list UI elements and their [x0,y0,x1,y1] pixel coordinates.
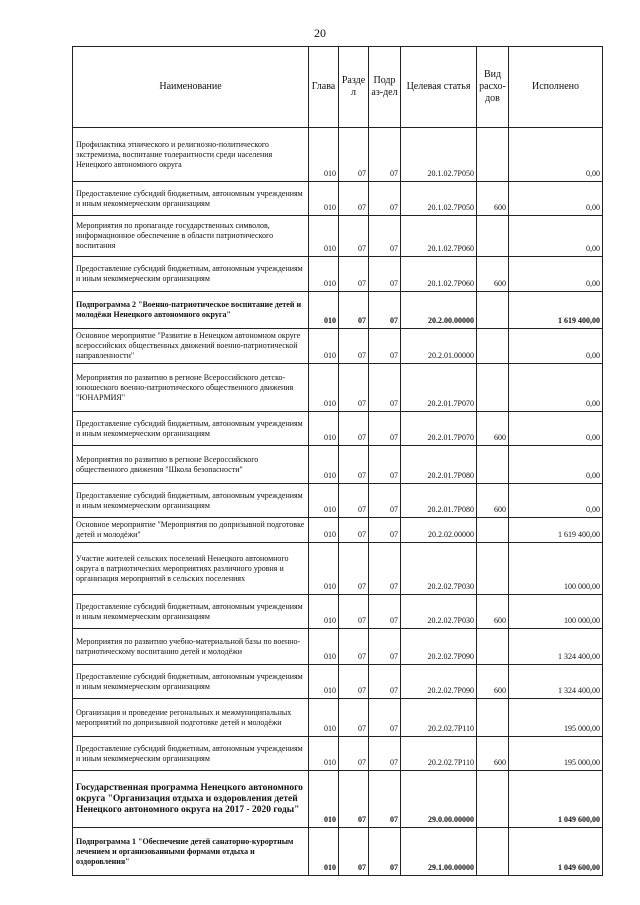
cell-razdel: 07 [339,828,369,876]
cell-ispolneno: 0,00 [509,412,603,446]
cell-ispolneno: 1 324 400,00 [509,665,603,699]
table-row [73,412,603,446]
cell-ispolneno: 0,00 [509,364,603,412]
cell-glava: 010 [309,595,339,629]
cell-podrazdel: 07 [369,771,401,828]
cell-ispolneno: 0,00 [509,128,603,182]
cell-vid [477,828,509,876]
cell-name: Предоставление субсидий бюджетным, автономным учреждениям и иным некоммерческим организациям [73,737,309,771]
table-row [73,629,603,665]
table-row [73,771,603,828]
cell-name: Предоставление субсидий бюджетным, автономным учреждениям и иным некоммерческим организациям [73,665,309,699]
cell-statya: 20.2.01.7Р070 [401,364,477,412]
header-glava: Глава [309,47,339,128]
cell-name: Предоставление субсидий бюджетным, автономным учреждениям и иным некоммерческим организациям [73,595,309,629]
cell-razdel: 07 [339,257,369,292]
cell-podrazdel: 07 [369,364,401,412]
cell-razdel: 07 [339,699,369,737]
table-body [73,128,603,876]
cell-vid: 600 [477,737,509,771]
cell-statya: 29.1.00.00000 [401,828,477,876]
table-row [73,518,603,543]
cell-podrazdel: 07 [369,629,401,665]
cell-podrazdel: 07 [369,595,401,629]
table-row [73,595,603,629]
cell-vid: 600 [477,484,509,518]
cell-ispolneno: 1 324 400,00 [509,629,603,665]
header-podrazdel: Подр аз-дел [369,47,401,128]
cell-statya: 20.2.02.00000 [401,518,477,543]
cell-name: Предоставление субсидий бюджетным, автономным учреждениям и иным некоммерческим организациям [73,257,309,292]
cell-podrazdel: 07 [369,737,401,771]
cell-glava: 010 [309,257,339,292]
cell-ispolneno: 100 000,00 [509,543,603,595]
cell-vid [477,292,509,329]
cell-statya: 20.2.00.00000 [401,292,477,329]
cell-razdel: 07 [339,329,369,364]
cell-vid [477,699,509,737]
cell-vid [477,329,509,364]
cell-podrazdel: 07 [369,828,401,876]
page-number: 20 [314,26,326,40]
cell-razdel: 07 [339,543,369,595]
cell-razdel: 07 [339,518,369,543]
cell-statya: 29.0.00.00000 [401,771,477,828]
cell-vid [477,364,509,412]
cell-ispolneno: 100 000,00 [509,595,603,629]
header-ispolneno: Исполнено [509,47,603,128]
cell-podrazdel: 07 [369,182,401,216]
table-row [73,699,603,737]
table-row [73,828,603,876]
cell-vid [477,518,509,543]
cell-ispolneno: 0,00 [509,484,603,518]
cell-vid [477,216,509,257]
cell-statya: 20.1.02.7Р060 [401,257,477,292]
table-row [73,543,603,595]
cell-statya: 20.1.02.7Р050 [401,182,477,216]
cell-ispolneno: 1 619 400,00 [509,518,603,543]
cell-vid [477,629,509,665]
cell-name: Подпрограмма 2 "Военно-патриотическое воспитание детей и молодёжи Ненецкого автономного округа" [73,292,309,329]
cell-glava: 010 [309,182,339,216]
cell-razdel: 07 [339,595,369,629]
cell-razdel: 07 [339,629,369,665]
cell-ispolneno: 1 619 400,00 [509,292,603,329]
budget-table [72,46,603,876]
table-row [73,182,603,216]
cell-razdel: 07 [339,446,369,484]
cell-name: Мероприятия по пропаганде государственных символов, информационное обеспечение в области патриотического воспитания [73,216,309,257]
cell-glava: 010 [309,518,339,543]
table-row [73,446,603,484]
cell-glava: 010 [309,484,339,518]
cell-glava: 010 [309,629,339,665]
cell-glava: 010 [309,543,339,595]
cell-name: Мероприятия по развитию в регионе Всероссийского детско-юношеского военно-патриотического общественного движения "ЮНАРМИЯ" [73,364,309,412]
cell-podrazdel: 07 [369,484,401,518]
cell-glava: 010 [309,665,339,699]
cell-podrazdel: 07 [369,518,401,543]
cell-glava: 010 [309,771,339,828]
cell-ispolneno: 195 000,00 [509,737,603,771]
cell-ispolneno: 1 049 600,00 [509,771,603,828]
cell-razdel: 07 [339,292,369,329]
cell-name: Предоставление субсидий бюджетным, автономным учреждениям и иным некоммерческим организациям [73,182,309,216]
cell-podrazdel: 07 [369,543,401,595]
cell-name: Основное мероприятие "Мероприятия по допризывной подготовке детей и молодёжи" [73,518,309,543]
cell-razdel: 07 [339,665,369,699]
cell-name: Государственная программа Ненецкого автономного округа "Организация отдыха и оздоровления детей Ненецкого автономного округа на 2017 - 2020 годы" [73,771,309,828]
cell-podrazdel: 07 [369,446,401,484]
table-row [73,329,603,364]
cell-glava: 010 [309,329,339,364]
cell-vid: 600 [477,182,509,216]
cell-ispolneno: 0,00 [509,216,603,257]
cell-statya: 20.2.01.7Р070 [401,412,477,446]
cell-name: Профилактика этнического и религиозно-политического экстремизма, воспитание толерантности среди населения Ненецкого автономного округа [73,128,309,182]
header-razdel: Разде л [339,47,369,128]
cell-glava: 010 [309,412,339,446]
cell-vid: 600 [477,412,509,446]
cell-ispolneno: 0,00 [509,257,603,292]
header-vid: Вид расхо-дов [477,47,509,128]
cell-vid: 600 [477,595,509,629]
cell-glava: 010 [309,364,339,412]
cell-razdel: 07 [339,771,369,828]
cell-name: Подпрограмма 1 "Обеспечение детей санаторно-курортным лечением и организованными формами отдыха и оздоровления" [73,828,309,876]
cell-ispolneno: 195 000,00 [509,699,603,737]
cell-statya: 20.2.02.7Р090 [401,629,477,665]
cell-glava: 010 [309,737,339,771]
cell-name: Предоставление субсидий бюджетным, автономным учреждениям и иным некоммерческим организациям [73,412,309,446]
cell-name: Участие жителей сельских поселений Ненецкого автономного округа в патриотических мероприятиях различного уровня и организация мероприятий в сельских поселениях [73,543,309,595]
cell-podrazdel: 07 [369,665,401,699]
cell-podrazdel: 07 [369,329,401,364]
cell-name: Предоставление субсидий бюджетным, автономным учреждениям и иным некоммерческим организациям [73,484,309,518]
cell-ispolneno: 0,00 [509,329,603,364]
table-row [73,484,603,518]
cell-vid: 600 [477,257,509,292]
cell-glava: 010 [309,699,339,737]
cell-glava: 010 [309,828,339,876]
cell-razdel: 07 [339,216,369,257]
cell-podrazdel: 07 [369,412,401,446]
cell-statya: 20.2.01.7Р080 [401,484,477,518]
cell-statya: 20.2.02.7Р030 [401,543,477,595]
table-row [73,737,603,771]
cell-glava: 010 [309,292,339,329]
table-row [73,364,603,412]
cell-name: Организация и проведение регональных и межмуниципальных мероприятий по допризывной подготовке детей и молодёжи [73,699,309,737]
table-row [73,292,603,329]
cell-statya: 20.1.02.7Р050 [401,128,477,182]
cell-podrazdel: 07 [369,699,401,737]
cell-name: Мероприятия по развитию учебно-материальной базы по военно-патриотическому воспитанию детей и молодёжи [73,629,309,665]
table-row [73,665,603,699]
cell-vid [477,128,509,182]
cell-statya: 20.2.02.7Р090 [401,665,477,699]
cell-ispolneno: 1 049 600,00 [509,828,603,876]
cell-podrazdel: 07 [369,292,401,329]
table-row [73,216,603,257]
cell-name: Основное мероприятие "Развитие в Ненецком автономном округе всероссийских общественных движений военно-патриотической направленности" [73,329,309,364]
cell-vid [477,771,509,828]
table-row [73,128,603,182]
cell-glava: 010 [309,446,339,484]
cell-statya: 20.2.02.7Р030 [401,595,477,629]
cell-podrazdel: 07 [369,128,401,182]
cell-statya: 20.2.01.7Р080 [401,446,477,484]
cell-razdel: 07 [339,484,369,518]
cell-ispolneno: 0,00 [509,446,603,484]
cell-vid [477,543,509,595]
header-name: Наименование [73,47,309,128]
cell-razdel: 07 [339,182,369,216]
cell-razdel: 07 [339,412,369,446]
cell-vid [477,446,509,484]
cell-podrazdel: 07 [369,257,401,292]
cell-razdel: 07 [339,737,369,771]
cell-razdel: 07 [339,364,369,412]
cell-name: Мероприятия по развитию в регионе Всероссийского общественного движения "Школа безопасности" [73,446,309,484]
cell-razdel: 07 [339,128,369,182]
header-statya: Целевая статья [401,47,477,128]
cell-statya: 20.2.02.7Р110 [401,699,477,737]
cell-statya: 20.1.02.7Р060 [401,216,477,257]
cell-podrazdel: 07 [369,216,401,257]
cell-statya: 20.2.01.00000 [401,329,477,364]
cell-statya: 20.2.02.7Р110 [401,737,477,771]
table-row [73,257,603,292]
cell-ispolneno: 0,00 [509,182,603,216]
cell-vid: 600 [477,665,509,699]
cell-glava: 010 [309,128,339,182]
cell-glava: 010 [309,216,339,257]
table-header-row [73,47,603,128]
